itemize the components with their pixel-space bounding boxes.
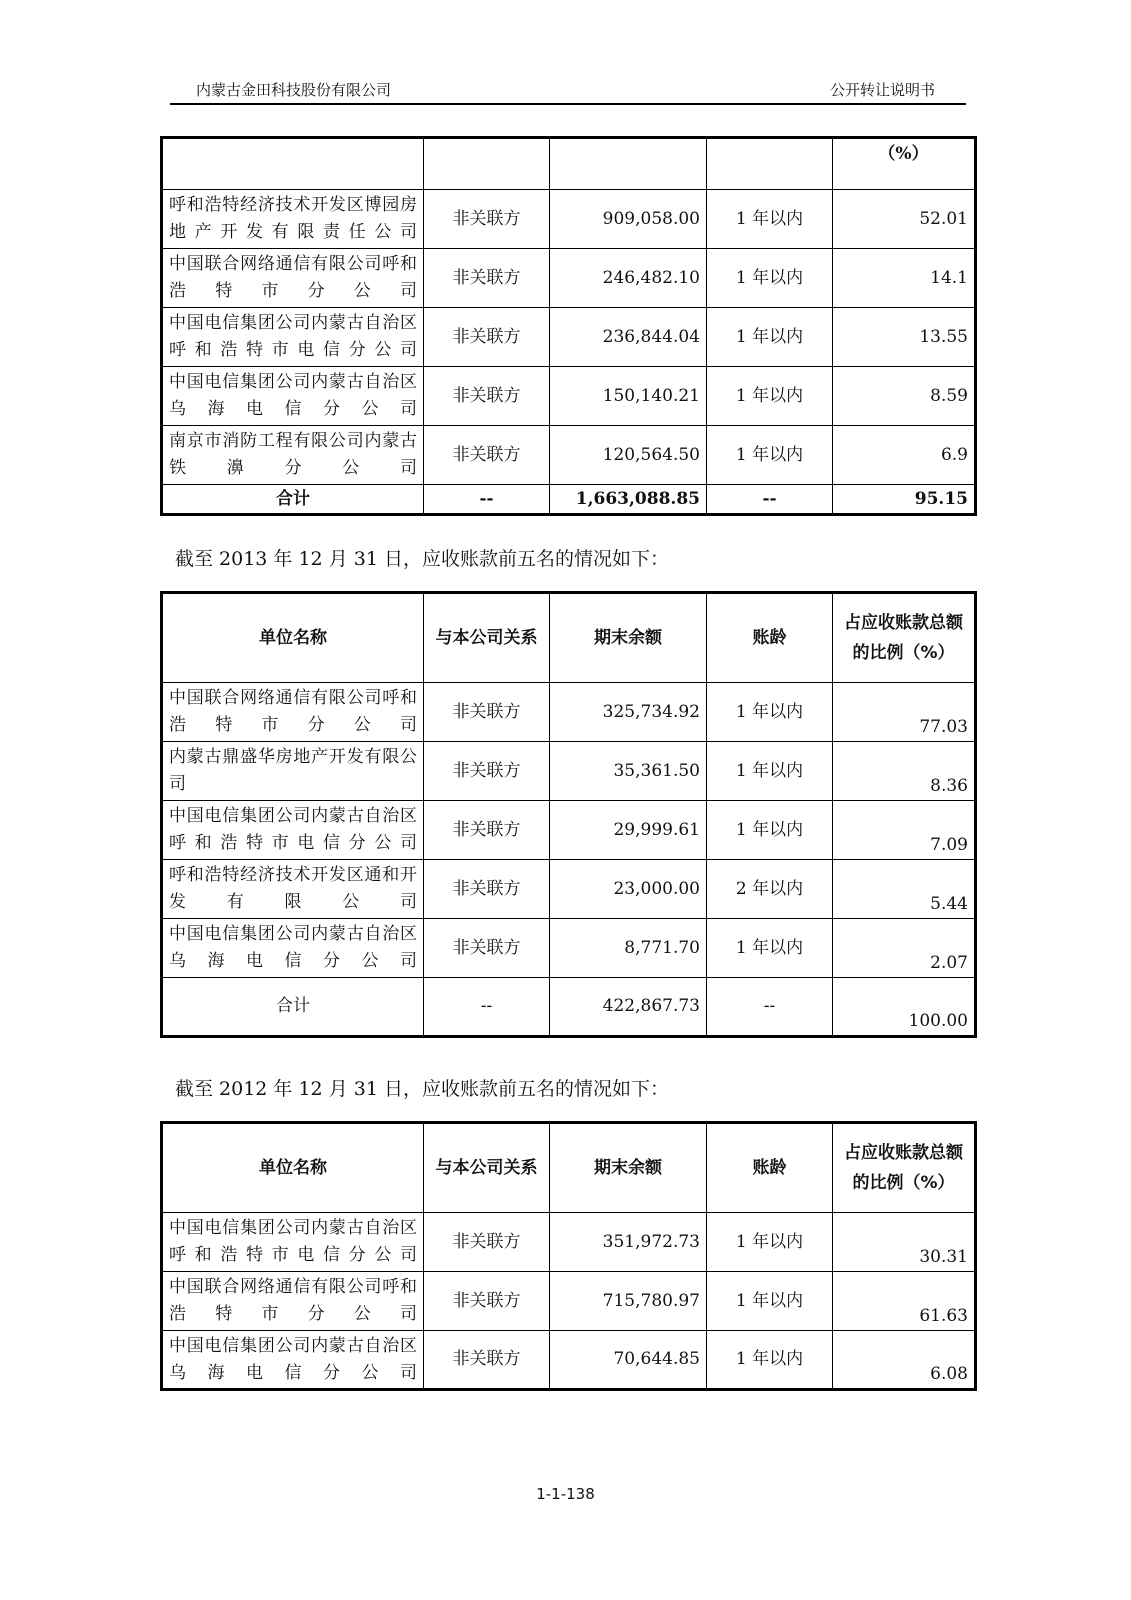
age: 1 年以内 — [707, 308, 833, 367]
table-row — [162, 919, 976, 978]
ratio: 61.63 — [833, 1272, 976, 1331]
company-name: 呼和浩特经济技术开发区通和开发有限公司 — [162, 860, 424, 919]
company-name: 中国电信集团公司内蒙古自治区乌海电信分公司 — [162, 919, 424, 978]
table-receivables-continued — [160, 136, 977, 516]
col-header-age: 账龄 — [707, 593, 833, 683]
col-header-name: 单位名称 — [162, 593, 424, 683]
company-name: 中国电信集团公司内蒙古自治区乌海电信分公司 — [162, 367, 424, 426]
total-age: -- — [707, 485, 833, 515]
amount: 325,734.92 — [550, 683, 707, 742]
header-company: 内蒙古金田科技股份有限公司 — [196, 81, 392, 99]
total-ratio: 95.15 — [833, 485, 976, 515]
age: 1 年以内 — [707, 367, 833, 426]
relation: 非关联方 — [424, 308, 550, 367]
age: 1 年以内 — [707, 919, 833, 978]
age: 1 年以内 — [707, 1213, 833, 1272]
para-2013: 截至 2013 年 12 月 31 日，应收账款前五名的情况如下： — [175, 548, 669, 570]
ratio: 52.01 — [833, 190, 976, 249]
amount: 715,780.97 — [550, 1272, 707, 1331]
relation: 非关联方 — [424, 1331, 550, 1390]
ratio: 6.9 — [833, 426, 976, 485]
table-total-row — [162, 485, 976, 515]
relation: 非关联方 — [424, 919, 550, 978]
col-header-name: 单位名称 — [162, 1123, 424, 1213]
ratio: 30.31 — [833, 1213, 976, 1272]
header-rule — [170, 103, 966, 105]
company-name: 中国联合网络通信有限公司呼和浩特市分公司 — [162, 1272, 424, 1331]
ratio: 2.07 — [833, 919, 976, 978]
relation: 非关联方 — [424, 426, 550, 485]
relation: 非关联方 — [424, 742, 550, 801]
age: 1 年以内 — [707, 249, 833, 308]
relation: 非关联方 — [424, 190, 550, 249]
relation: 非关联方 — [424, 249, 550, 308]
col-header-amount: 期末余额 — [550, 593, 707, 683]
amount: 8,771.70 — [550, 919, 707, 978]
company-name: 中国电信集团公司内蒙古自治区呼和浩特市电信分公司 — [162, 801, 424, 860]
age: 1 年以内 — [707, 683, 833, 742]
total-relation: -- — [424, 485, 550, 515]
amount: 150,140.21 — [550, 367, 707, 426]
ratio: 8.36 — [833, 742, 976, 801]
col-header-ratio: 占应收账款总额的比例（%） — [833, 593, 976, 683]
ratio: 7.09 — [833, 801, 976, 860]
table-row — [162, 683, 976, 742]
ratio: 14.1 — [833, 249, 976, 308]
table-row — [162, 367, 976, 426]
table-total-row — [162, 978, 976, 1037]
relation: 非关联方 — [424, 683, 550, 742]
table-row — [162, 860, 976, 919]
table-row — [162, 190, 976, 249]
age: 2 年以内 — [707, 860, 833, 919]
amount: 351,972.73 — [550, 1213, 707, 1272]
amount: 35,361.50 — [550, 742, 707, 801]
header-doc-type: 公开转让说明书 — [829, 81, 935, 99]
company-name: 中国联合网络通信有限公司呼和浩特市分公司 — [162, 249, 424, 308]
relation: 非关联方 — [424, 1272, 550, 1331]
table-row — [162, 1331, 976, 1390]
amount: 236,844.04 — [550, 308, 707, 367]
company-name: 南京市消防工程有限公司内蒙古铁濞分公司 — [162, 426, 424, 485]
table-row — [162, 742, 976, 801]
para-2012: 截至 2012 年 12 月 31 日，应收账款前五名的情况如下： — [175, 1078, 669, 1100]
table-row — [162, 426, 976, 485]
ratio: 8.59 — [833, 367, 976, 426]
table-row — [162, 249, 976, 308]
amount: 29,999.61 — [550, 801, 707, 860]
table-row — [162, 1213, 976, 1272]
total-label: 合计 — [162, 978, 424, 1037]
age: 1 年以内 — [707, 1331, 833, 1390]
table-row — [162, 1272, 976, 1331]
col-header-age: 账龄 — [707, 1123, 833, 1213]
ratio: 13.55 — [833, 308, 976, 367]
table-header-row — [162, 593, 976, 683]
age: 1 年以内 — [707, 742, 833, 801]
total-relation: -- — [424, 978, 550, 1037]
total-ratio: 100.00 — [833, 978, 976, 1037]
amount: 23,000.00 — [550, 860, 707, 919]
age: 1 年以内 — [707, 801, 833, 860]
total-amount: 422,867.73 — [550, 978, 707, 1037]
table-header-row — [162, 1123, 976, 1213]
relation: 非关联方 — [424, 1213, 550, 1272]
col-header-amount: 期末余额 — [550, 1123, 707, 1213]
company-name: 中国电信集团公司内蒙古自治区乌海电信分公司 — [162, 1331, 424, 1390]
amount: 70,644.85 — [550, 1331, 707, 1390]
company-name: 中国电信集团公司内蒙古自治区呼和浩特市电信分公司 — [162, 1213, 424, 1272]
relation: 非关联方 — [424, 860, 550, 919]
amount: 246,482.10 — [550, 249, 707, 308]
col-header-ratio: 占应收账款总额的比例（%） — [833, 1123, 976, 1213]
company-name: 内蒙古鼎盛华房地产开发有限公司 — [162, 742, 424, 801]
table-header-row — [162, 138, 976, 190]
relation: 非关联方 — [424, 801, 550, 860]
page-number: 1-1-138 — [536, 1485, 595, 1503]
col-header-relation: 与本公司关系 — [424, 593, 550, 683]
table-row — [162, 308, 976, 367]
company-name: 呼和浩特经济技术开发区博园房地产开发有限责任公司 — [162, 190, 424, 249]
age: 1 年以内 — [707, 426, 833, 485]
company-name: 中国联合网络通信有限公司呼和浩特市分公司 — [162, 683, 424, 742]
col-header-relation: 与本公司关系 — [424, 1123, 550, 1213]
age: 1 年以内 — [707, 190, 833, 249]
company-name: 中国电信集团公司内蒙古自治区呼和浩特市电信分公司 — [162, 308, 424, 367]
ratio-header-cont: （%） — [833, 138, 976, 190]
total-label: 合计 — [162, 485, 424, 515]
total-age: -- — [707, 978, 833, 1037]
amount: 909,058.00 — [550, 190, 707, 249]
relation: 非关联方 — [424, 367, 550, 426]
ratio: 6.08 — [833, 1331, 976, 1390]
ratio: 77.03 — [833, 683, 976, 742]
table-row — [162, 801, 976, 860]
table-receivables-2013 — [160, 591, 977, 1038]
age: 1 年以内 — [707, 1272, 833, 1331]
ratio: 5.44 — [833, 860, 976, 919]
amount: 120,564.50 — [550, 426, 707, 485]
total-amount: 1,663,088.85 — [550, 485, 707, 515]
table-receivables-2012 — [160, 1121, 977, 1391]
